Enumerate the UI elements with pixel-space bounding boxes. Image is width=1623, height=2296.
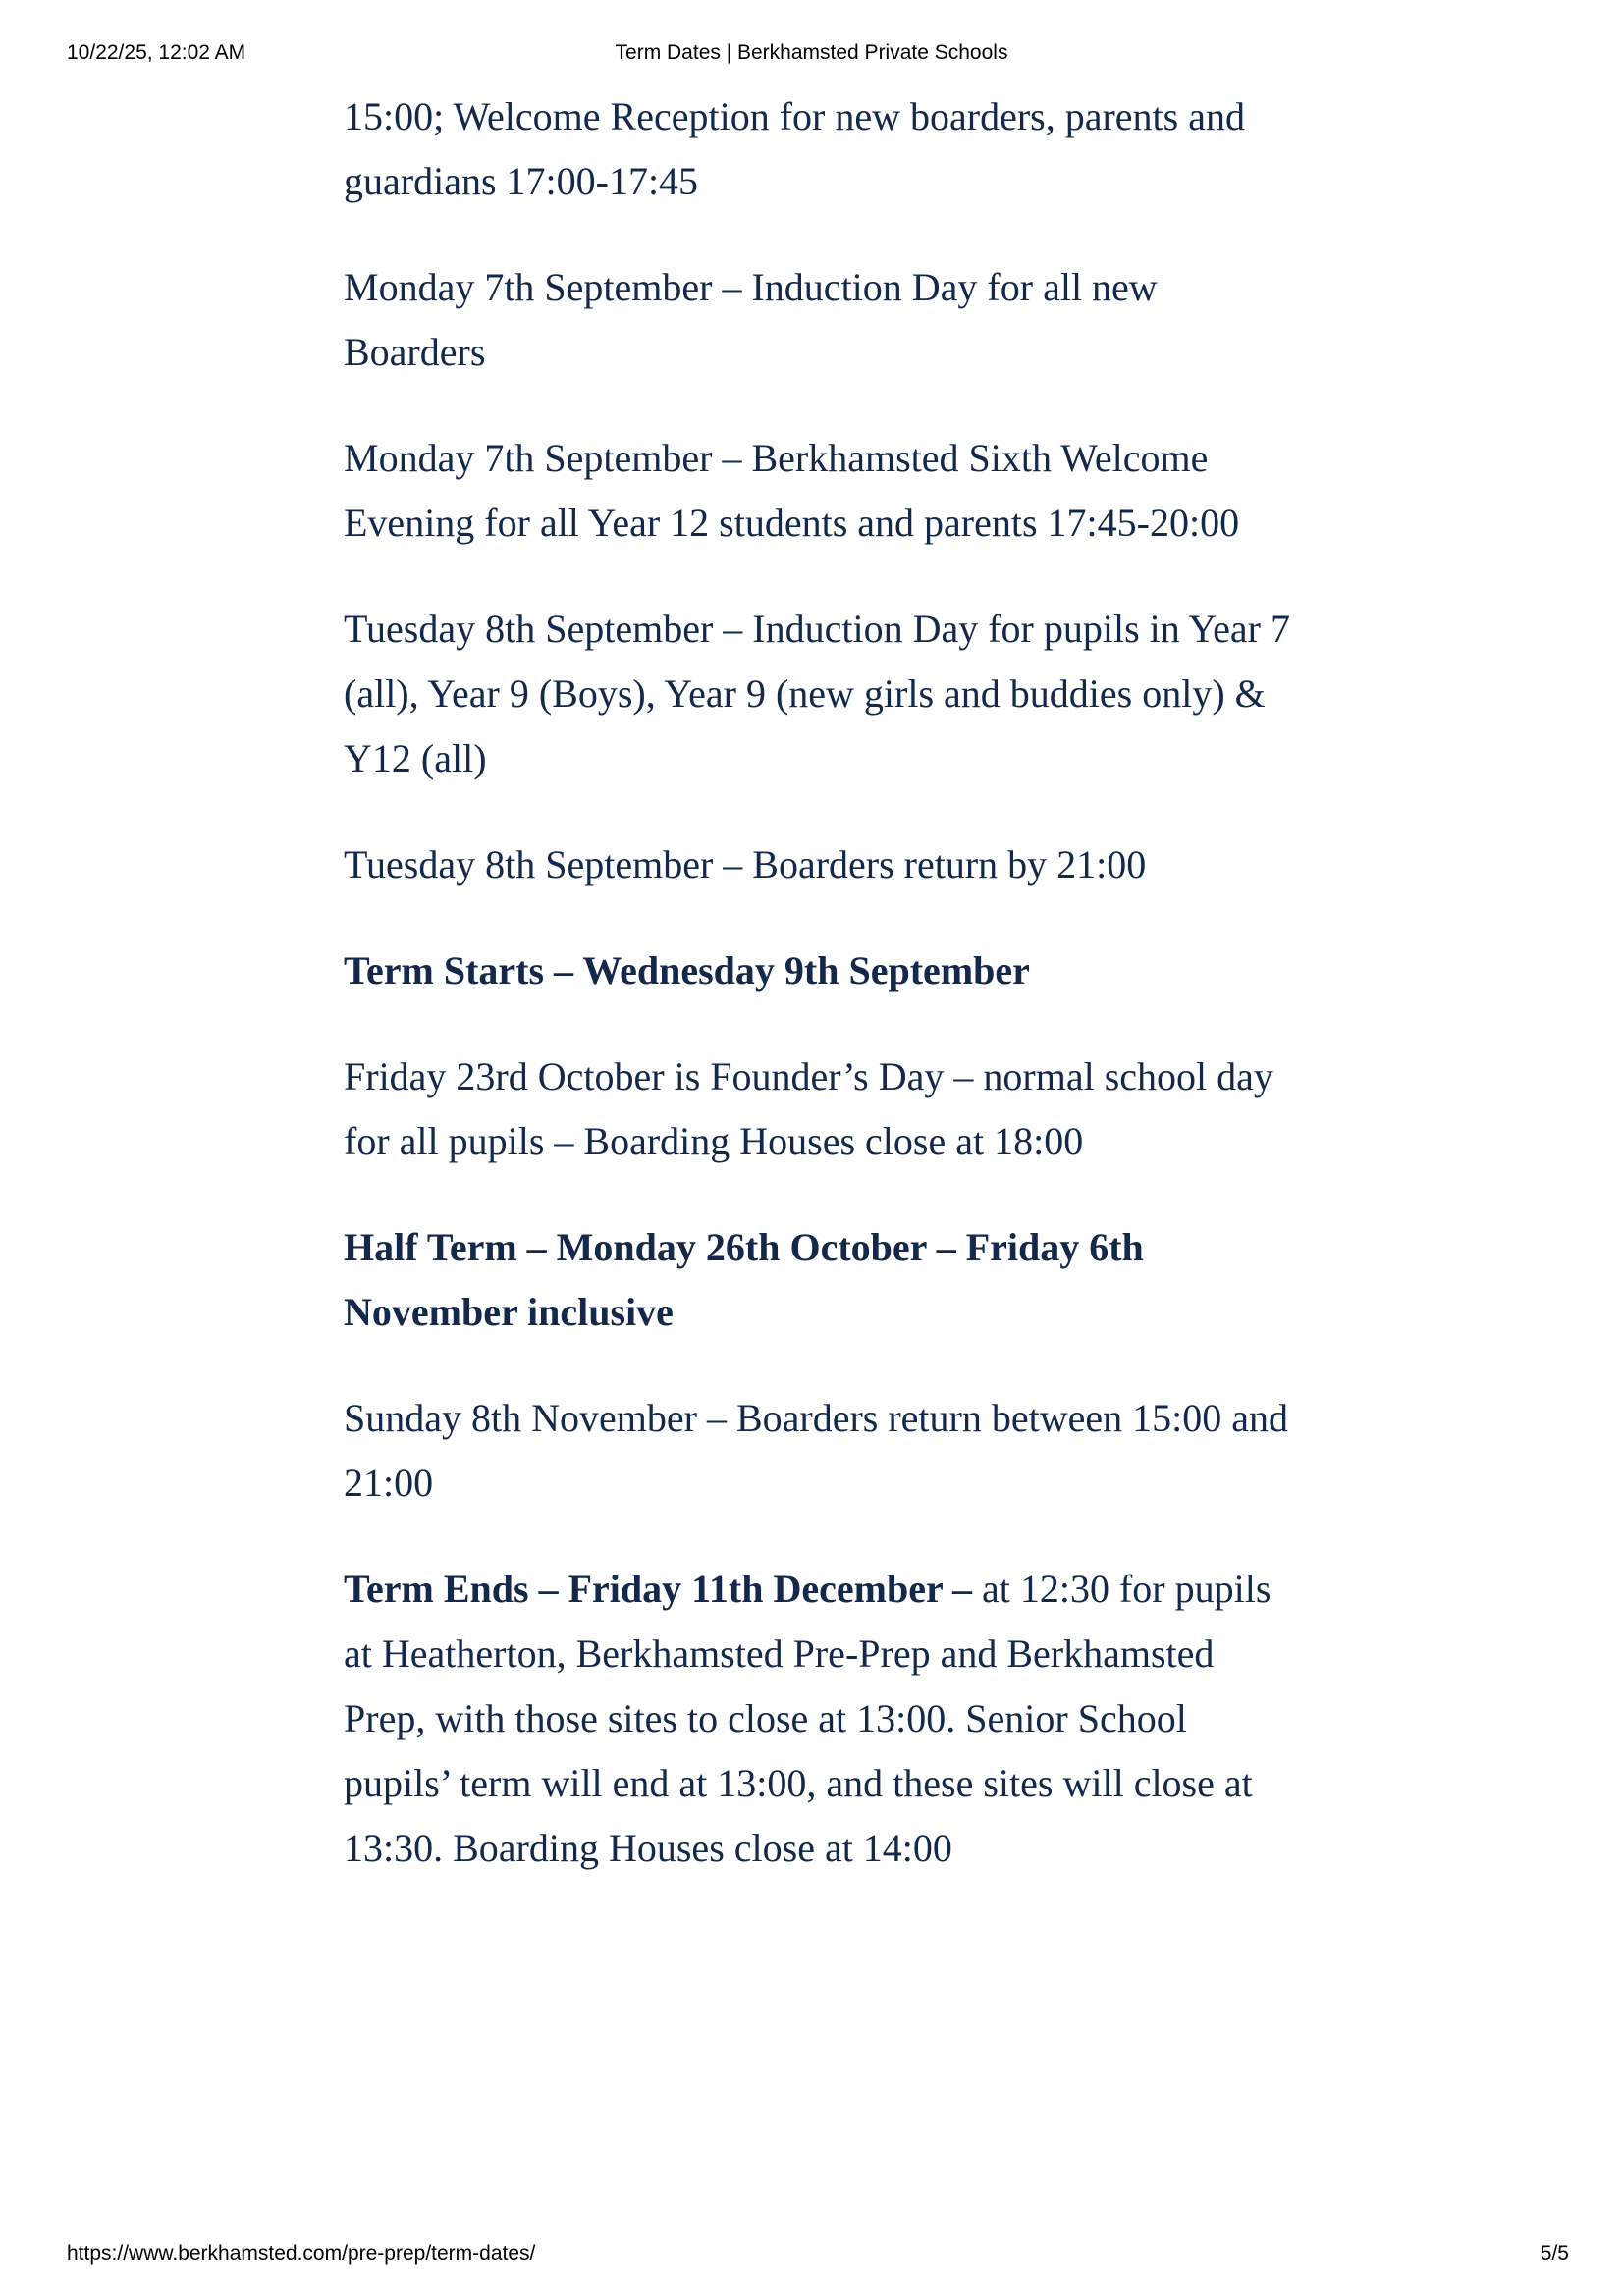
print-header [0, 41, 1623, 71]
term-starts-heading: Term Starts – Wednesday 9th September [344, 948, 1030, 992]
print-footer [0, 2242, 1623, 2271]
term-ends-paragraph [344, 1557, 1296, 1881]
founders-day-text: Friday 23rd October is Founder’s Day – normal school day for all pupils – Boarding Houses close at 18:00 [344, 1054, 1273, 1163]
term-ends-details: at 12:30 for pupils at Heatherton, Berkhamsted Pre-Prep and Berkhamsted Prep, with those sites to close at 13:00. Senior School pupils’ term will end at 13:00, and these sites will close at 13:30. Boarding Houses close at 14:00 [344, 1567, 1271, 1870]
welcome-reception-text: 15:00; Welcome Reception for new boarders, parents and guardians 17:00-17:45 [344, 94, 1245, 203]
term-ends-heading: Term Ends – Friday 11th December – [344, 1567, 972, 1611]
half-term-heading: Half Term – Monday 26th October – Friday 6th November inclusive [344, 1225, 1144, 1334]
sixth-welcome-evening-text: Monday 7th September – Berkhamsted Sixth Welcome Evening for all Year 12 students and parents 17:45-20:00 [344, 436, 1240, 545]
induction-boarders-text: Monday 7th September – Induction Day for all new Boarders [344, 265, 1158, 374]
boarders-return-text: Tuesday 8th September – Boarders return by 21:00 [344, 842, 1147, 886]
print-datetime: 10/22/25, 12:02 AM [67, 41, 246, 64]
print-page-title: Term Dates | Berkhamsted Private Schools [615, 41, 1008, 64]
boarders-return-november-text: Sunday 8th November – Boarders return between 15:00 and 21:00 [344, 1396, 1288, 1505]
term-dates-content [344, 84, 1296, 1922]
page-number: 5/5 [1540, 2242, 1569, 2265]
induction-pupils-text: Tuesday 8th September – Induction Day for pupils in Year 7 (all), Year 9 (Boys), Year 9 (new girls and buddies only) & Y12 (all) [344, 607, 1290, 780]
page-url: https://www.berkhamsted.com/pre-prep/term-dates/ [67, 2242, 536, 2265]
